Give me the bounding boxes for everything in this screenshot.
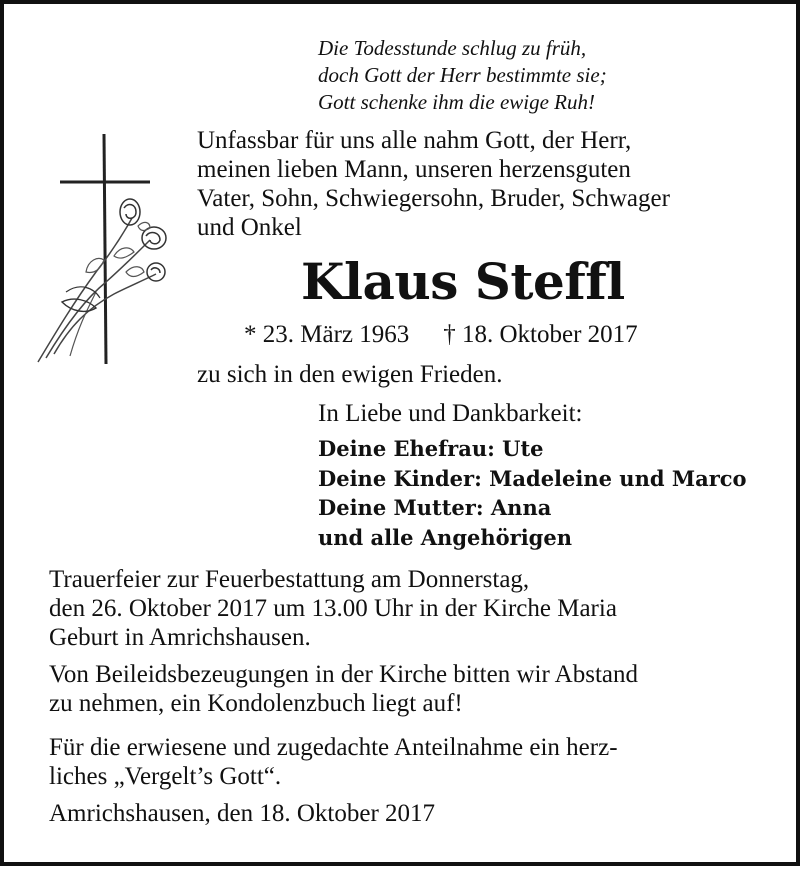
family-member: und alle Angehörigen	[318, 524, 572, 550]
family-member: Deine Ehefrau: Ute	[318, 436, 544, 461]
intro-line: Vater, Sohn, Schwiegersohn, Bruder, Schwager	[197, 185, 670, 212]
gratitude-line: Für die erwiesene und zugedachte Anteilnahme ein herz-	[49, 734, 618, 761]
place-date-line: Amrichshausen, den 18. Oktober 2017	[49, 800, 436, 827]
intro-line: und Onkel	[197, 214, 302, 241]
place-date	[49, 799, 435, 828]
funeral-line: Trauerfeier zur Feuerbestattung am Donnerstag,	[49, 566, 530, 593]
death-date: † 18. Oktober 2017	[443, 321, 638, 348]
funeral-line: Geburt in Amrichshausen.	[49, 624, 311, 651]
poem-line: Die Todesstunde schlug zu früh,	[318, 36, 587, 60]
birth-date: * 23. März 1963	[244, 321, 410, 348]
intro-line: Unfassbar für uns alle nahm Gott, der Herr,	[197, 127, 632, 154]
poem-line: doch Gott der Herr bestimmte sie;	[318, 63, 607, 87]
poem	[318, 35, 607, 116]
deceased-name: Klaus Steffl	[301, 252, 625, 311]
gratitude-note	[49, 733, 618, 791]
funeral-line: den 26. Oktober 2017 um 13.00 Uhr in der Kirche Maria	[49, 595, 617, 622]
family-list	[318, 434, 747, 552]
intro-line: meinen lieben Mann, unseren herzensguten	[197, 156, 631, 183]
family-member: Deine Kinder: Madeleine und Marco	[318, 465, 747, 491]
family-member: Deine Mutter: Anna	[318, 495, 552, 520]
condolence-line: zu nehmen, ein Kondolenzbuch liegt auf!	[49, 690, 463, 717]
thanks-line: In Liebe und Dankbarkeit:	[318, 400, 583, 427]
condolence-note	[49, 660, 638, 718]
gratitude-line: liches „Vergelt’s Gott“.	[49, 763, 282, 790]
poem-line: Gott schenke ihm die ewige Ruh!	[318, 90, 595, 114]
cross-with-roses-icon	[26, 132, 176, 372]
life-dates	[244, 320, 638, 349]
peace-line: zu sich in den ewigen Frieden.	[197, 361, 503, 388]
intro-text	[197, 126, 670, 242]
funeral-info	[49, 565, 617, 652]
condolence-line: Von Beileidsbezeugungen in der Kirche bitten wir Abstand	[49, 661, 638, 688]
